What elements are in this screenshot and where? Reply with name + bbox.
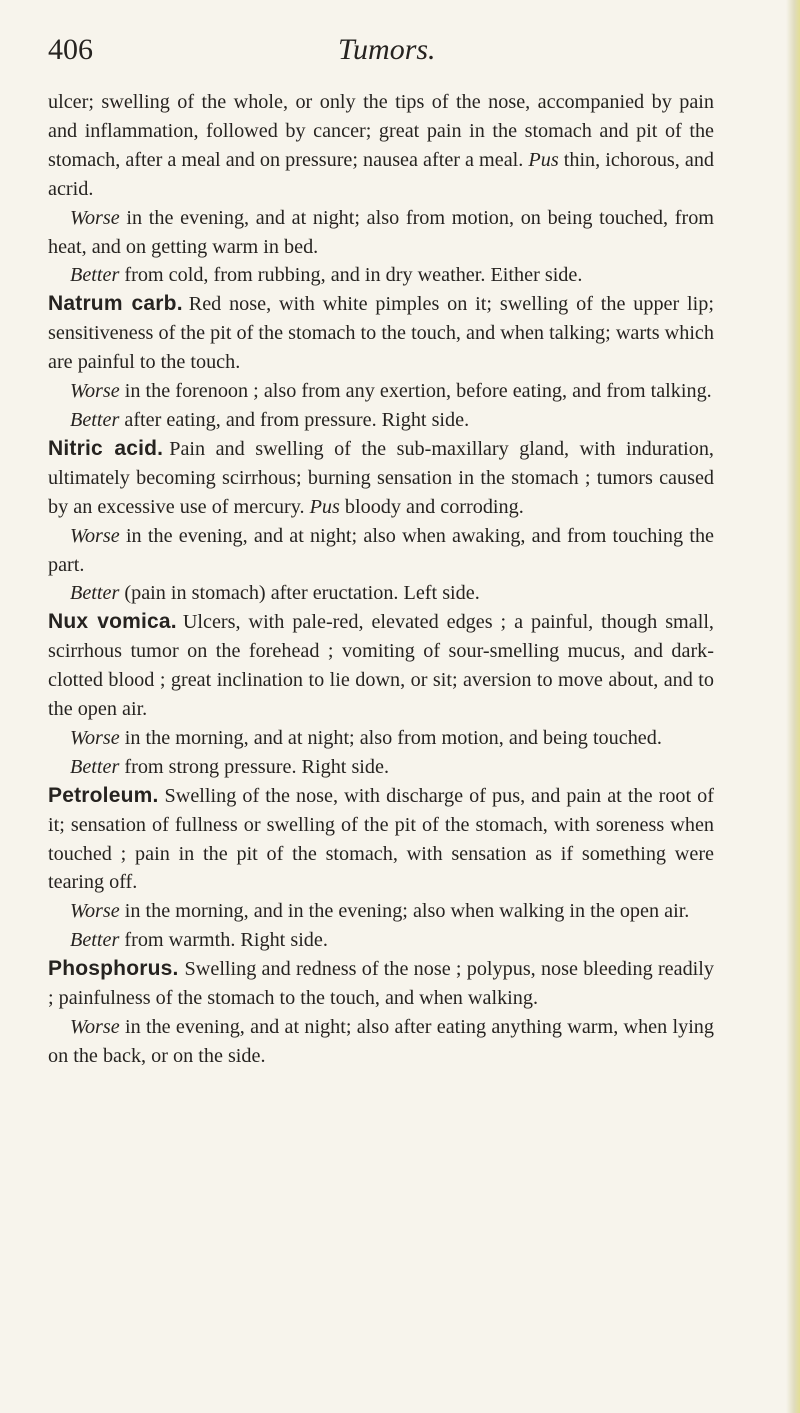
remedy-name: Nitric acid. [48, 436, 164, 460]
worse-modality: Worse in the morning, and in the evening; also when walking in the open air. [70, 900, 690, 923]
remedy-name: Nux vomica. [48, 610, 177, 634]
pus-label: Pus [528, 148, 559, 171]
better-modality: Better from warmth. Right side. [70, 929, 328, 952]
remedy-natrum-carb: Natrum carb. Red nose, with white pimples on it; swelling of the upper lip; sensitiveness of the pit of the stomach to the touch, and when talking; warts which are painful to the touch. [48, 292, 714, 374]
page-edge-shadow [786, 0, 800, 1413]
page-header [48, 30, 728, 74]
better-modality: Better from strong pressure. Right side. [70, 755, 390, 778]
better-modality: Better after eating, and from pressure. Right side. [70, 408, 470, 431]
remedy-nux-vomica: Nux vomica. Ulcers, with pale-red, elevated edges ; a painful, though small, scirrhous tumor on the forehead ; vomiting of sour-smelling mucus, and dark-clotted blood ; great inclination to lie down, or sit; aversion to move about, and to the open air. [48, 610, 714, 721]
worse-modality: Worse in the forenoon ; also from any exertion, before eating, and from talking. [70, 380, 712, 403]
remedy-name: Phosphorus. [48, 957, 179, 981]
remedy-nitric-acid: Nitric acid. Pain and swelling of the sub-maxillary gland, with induration, ultimately becoming scirrhous; burning sensation in the stomach ; tumors caused by an excessive use of mercury. Pus bloody and corroding. [48, 436, 714, 518]
pus-label: Pus [309, 495, 340, 518]
page-number: 406 [48, 33, 93, 66]
running-title: Tumors. [338, 33, 436, 66]
body-text [48, 88, 714, 1071]
remedy-name: Natrum carb. [48, 292, 183, 316]
worse-modality: Worse in the evening, and at night; also from motion, on being touched, from heat, and on getting warm in bed. [48, 206, 714, 258]
remedy-petroleum: Petroleum. Swelling of the nose, with discharge of pus, and pain at the root of it; sensation of fullness or swelling of the pit of the stomach, with soreness when touched ; pain in the pit of the stomach, with sensation as if something were tearing off. [48, 783, 714, 894]
remedy-phosphorus: Phosphorus. Swelling and redness of the nose ; polypus, nose bleeding readily ; painfulness of the stomach to the touch, and when walking. [48, 957, 714, 1010]
worse-modality: Worse in the evening, and at night; also when awaking, and from touching the part. [48, 524, 714, 576]
paragraph-continuation: ulcer; swelling of the whole, or only the tips of the nose, accompanied by pain and inflammation, followed by cancer; great pain in the stomach and pit of the stomach, after a meal and on pressure; nausea after a meal. Pus thin, ichorous, and acrid. [48, 91, 715, 200]
better-modality: Better (pain in stomach) after eructation. Left side. [70, 582, 480, 605]
worse-modality: Worse in the evening, and at night; also after eating anything warm, when lying on the back, or on the side. [48, 1016, 714, 1067]
remedy-name: Petroleum. [48, 783, 159, 807]
better-modality: Better from cold, from rubbing, and in dry weather. Either side. [70, 264, 583, 287]
worse-modality: Worse in the morning, and at night; also from motion, and being touched. [70, 726, 662, 749]
